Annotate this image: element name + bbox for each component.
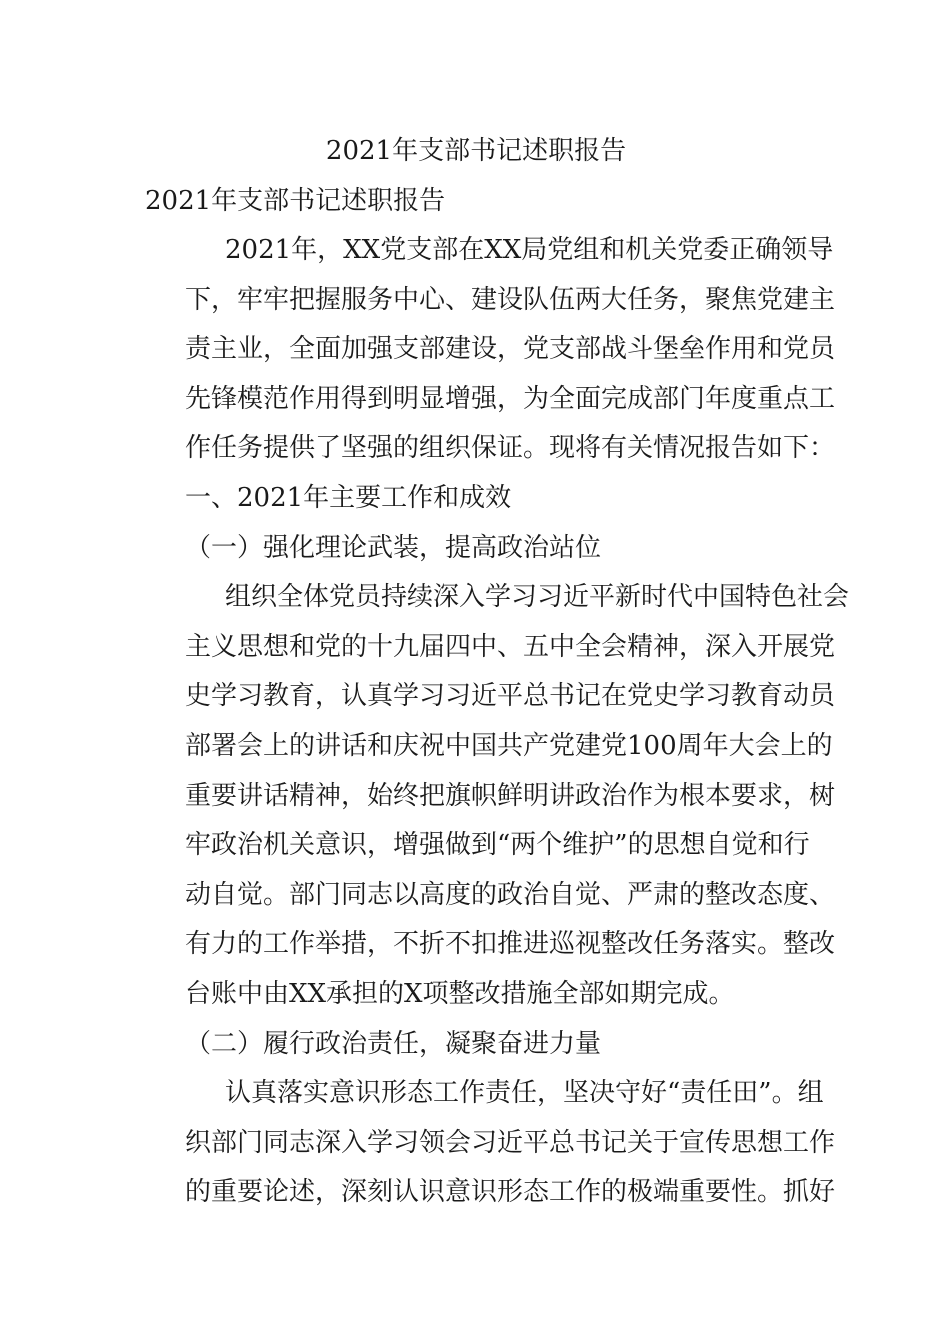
section-heading: 一、2021年主要工作和成效 [185, 482, 512, 513]
intro-line: 先锋模范作用得到明显增强，为全面完成部门年度重点工 [185, 383, 836, 414]
paragraph-line: 认真落实意识形态工作责任，坚决守好“责任田”。组 [225, 1078, 824, 1109]
paragraph-line: 的重要论述，深刻认识意识形态工作的极端重要性。抓好 [185, 1177, 836, 1208]
intro-line: 责主业，全面加强支部建设，党支部战斗堡垒作用和党员 [185, 334, 836, 365]
document-subtitle: 2021年支部书记述职报告 [145, 186, 446, 216]
paragraph-line: 牢政治机关意识，增强做到“两个维护”的思想自觉和行 [185, 830, 810, 861]
paragraph-line: 史学习教育，认真学习习近平总书记在党史学习教育动员 [185, 681, 836, 712]
subsection-paragraph [145, 1069, 836, 1218]
intro-line: 作任务提供了坚强的组织保证。现将有关情况报告如下： [185, 433, 836, 464]
paragraph-line: 有力的工作举措，不折不扣推进巡视整改任务落实。整改 [185, 929, 836, 960]
intro-line: 2021年，XX党支部在XX局党组和机关党委正确领导 [225, 235, 834, 265]
paragraph-line: 组织全体党员持续深入学习习近平新时代中国特色社会 [225, 582, 850, 613]
paragraph-line: 动自觉。部门同志以高度的政治自觉、严肃的整改态度、 [185, 879, 836, 910]
subsection-heading: （二）履行政治责任，凝聚奋进力量 [185, 1028, 602, 1059]
paragraph-line: 主义思想和党的十九届四中、五中全会精神，深入开展党 [185, 631, 836, 662]
intro-line: 下，牢牢把握服务中心、建设队伍两大任务，聚焦党建主 [185, 284, 836, 315]
intro-paragraph [145, 226, 836, 474]
document-body [145, 126, 850, 1218]
subsection-paragraph [145, 573, 850, 1019]
paragraph-line: 织部门同志深入学习领会习近平总书记关于宣传思想工作 [185, 1127, 836, 1158]
paragraph-line: 台账中由XX承担的X项整改措施全部如期完成。 [185, 978, 735, 1009]
paragraph-line: 部署会上的讲话和庆祝中国共产党建党100周年大会上的 [185, 730, 833, 761]
subsection-heading: （一）强化理论武装，提高政治站位 [185, 532, 602, 563]
document-title: 2021年支部书记述职报告 [325, 136, 627, 166]
paragraph-line: 重要讲话精神，始终把旗帜鲜明讲政治作为根本要求，树 [185, 780, 836, 811]
